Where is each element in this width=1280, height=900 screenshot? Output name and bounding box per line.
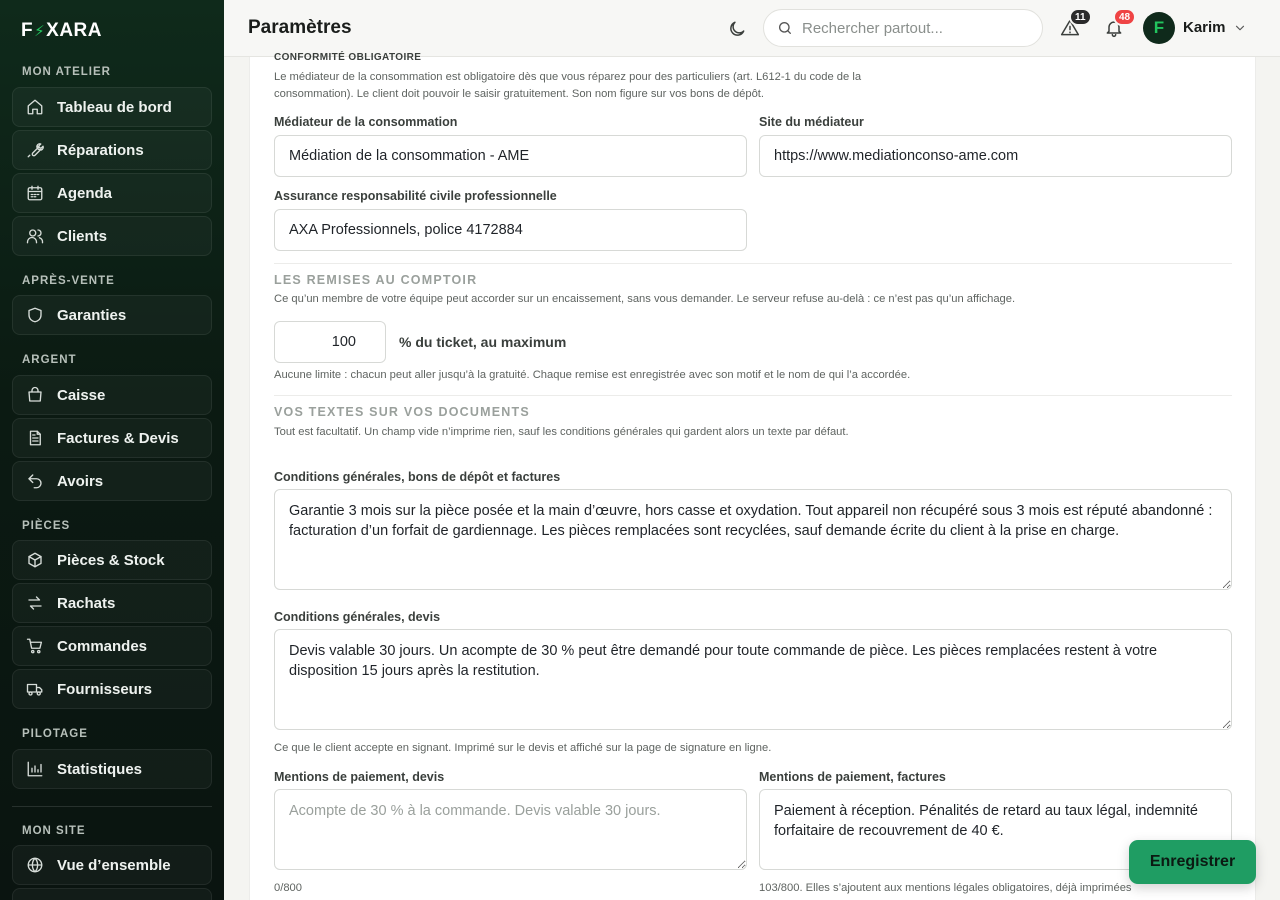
cg-quotes-label: Conditions générales, devis	[274, 610, 441, 624]
section-title-pilotage: PILOTAGE	[22, 728, 88, 740]
sidebar-item-label: Factures & Devis	[57, 429, 179, 447]
sidebar-item-label: Garanties	[57, 306, 127, 324]
truck-icon	[26, 680, 44, 698]
section-divider	[274, 263, 1232, 264]
mediator-input[interactable]	[274, 135, 747, 177]
payment-invoices-count: 103/800. Elles s’ajoutent aux mentions légales obligatoires, déjà imprimées	[759, 882, 1132, 894]
chevron-down-icon	[1233, 21, 1247, 35]
discounts-description: Ce qu’un membre de votre équipe peut accorder sur un encaissement, sans vous demander. Le serveur refuse au-delà : ce n’est pas qu’un affichage.	[274, 293, 1016, 305]
sidebar-item-agenda[interactable]	[12, 173, 212, 213]
box-icon	[26, 551, 44, 569]
settings-card	[249, 52, 1256, 900]
avatar[interactable]: F	[1143, 12, 1175, 44]
compliance-intro-line-2: consommation). Le client doit pouvoir le saisir gratuitement. Son nom figure sur vos bons de dépôt.	[274, 88, 765, 100]
section-title-mon-site: MON SITE	[22, 825, 86, 837]
section-divider	[274, 395, 1232, 396]
compliance-intro-line-1: Le médiateur de la consommation est obligatoire dès que vous réparez pour des particuliers (art. L612-1 du code de la	[274, 71, 862, 83]
brand-logo[interactable]	[21, 20, 102, 42]
document-icon	[26, 429, 44, 447]
sidebar-item-clients[interactable]	[12, 216, 212, 256]
documents-description: Tout est facultatif. Un champ vide n’imprime rien, sauf les conditions générales qui gardent alors un texte par défaut.	[274, 426, 849, 438]
swap-icon	[26, 594, 44, 612]
sidebar-item-caisse[interactable]	[12, 375, 212, 415]
sidebar-item-label: Avoirs	[57, 472, 104, 490]
payment-quotes-textarea[interactable]	[274, 789, 747, 870]
bolt-icon: ⚡	[34, 23, 46, 40]
moon-icon	[727, 19, 747, 39]
insurance-input[interactable]	[274, 209, 747, 251]
sidebar-item-reparations[interactable]	[12, 130, 212, 170]
notifications-count-badge: 48	[1113, 8, 1136, 26]
logo-letter: F	[21, 20, 34, 41]
user-menu-toggle[interactable]	[1233, 21, 1247, 40]
payment-quotes-label: Mentions de paiement, devis	[274, 770, 445, 784]
sidebar-item-label: Fournisseurs	[57, 680, 153, 698]
sidebar-item-next[interactable]	[12, 888, 212, 900]
save-button[interactable]: Enregistrer	[1129, 840, 1256, 884]
user-name[interactable]: Karim	[1183, 19, 1226, 36]
alerts-count-badge: 11	[1069, 8, 1092, 26]
sidebar-item-commandes[interactable]	[12, 626, 212, 666]
topbar	[224, 0, 1280, 57]
sidebar-item-fournisseurs[interactable]	[12, 669, 212, 709]
sidebar	[0, 0, 224, 900]
chart-icon	[26, 760, 44, 778]
undo-icon	[26, 472, 44, 490]
sidebar-item-label: Tableau de bord	[57, 98, 172, 116]
sidebar-item-label: Agenda	[57, 184, 113, 202]
sidebar-item-label: Commandes	[57, 637, 148, 655]
sidebar-item-label: Statistiques	[57, 760, 143, 778]
sidebar-item-label: Rachats	[57, 594, 116, 612]
payment-quotes-count: 0/800	[274, 882, 302, 894]
calendar-icon	[26, 184, 44, 202]
insurance-label: Assurance responsabilité civile professionnelle	[274, 189, 557, 203]
logo-text: XARA	[46, 20, 102, 41]
documents-heading: VOS TEXTES SUR VOS DOCUMENTS	[274, 405, 530, 419]
mediator-label: Médiateur de la consommation	[274, 115, 458, 129]
cg-quotes-textarea[interactable]	[274, 629, 1232, 730]
sidebar-item-rachats[interactable]	[12, 583, 212, 623]
compliance-heading: CONFORMITÉ OBLIGATOIRE	[274, 52, 422, 63]
discounts-heading: LES REMISES AU COMPTOIR	[274, 273, 478, 287]
sidebar-item-vue-ensemble[interactable]	[12, 845, 212, 885]
section-title-pieces: PIÈCES	[22, 520, 71, 532]
cg-invoices-label: Conditions générales, bons de dépôt et factures	[274, 470, 561, 484]
sidebar-item-garanties[interactable]	[12, 295, 212, 335]
cg-quotes-help: Ce que le client accepte en signant. Imprimé sur le devis et affiché sur la page de signature en ligne.	[274, 742, 772, 754]
mediator-site-label: Site du médiateur	[759, 115, 864, 129]
sidebar-item-label: Vue d’ensemble	[57, 856, 171, 874]
discount-max-suffix: % du ticket, au maximum	[399, 334, 567, 350]
payment-invoices-label: Mentions de paiement, factures	[759, 770, 946, 784]
page-title: Paramètres	[248, 17, 352, 38]
sidebar-item-label: Caisse	[57, 386, 106, 404]
sidebar-item-label: Clients	[57, 227, 108, 245]
wrench-icon	[26, 141, 44, 159]
sidebar-item-factures-devis[interactable]	[12, 418, 212, 458]
sidebar-item-tableau-de-bord[interactable]	[12, 87, 212, 127]
cart-icon	[26, 637, 44, 655]
section-title-mon-atelier: MON ATELIER	[22, 66, 111, 78]
sidebar-item-label: Réparations	[57, 141, 144, 159]
sidebar-divider	[12, 806, 212, 807]
cg-invoices-textarea[interactable]	[274, 489, 1232, 590]
search-input[interactable]	[802, 20, 1022, 37]
mediator-site-input[interactable]	[759, 135, 1232, 177]
globe-icon	[26, 856, 44, 874]
theme-toggle-button[interactable]	[726, 18, 748, 40]
sidebar-item-pieces-stock[interactable]	[12, 540, 212, 580]
section-title-argent: ARGENT	[22, 354, 77, 366]
discount-max-input[interactable]	[274, 321, 386, 363]
discounts-note: Aucune limite : chacun peut aller jusqu’à la gratuité. Chaque remise est enregistrée avec son motif et le nom de qui l’a accordée.	[274, 369, 911, 381]
section-title-apres-vente: APRÈS-VENTE	[22, 275, 115, 287]
users-icon	[26, 227, 44, 245]
sidebar-item-avoirs[interactable]	[12, 461, 212, 501]
global-search[interactable]	[763, 9, 1043, 47]
register-icon	[26, 386, 44, 404]
sidebar-item-label: Pièces & Stock	[57, 551, 165, 569]
sidebar-item-statistiques[interactable]	[12, 749, 212, 789]
home-icon	[26, 98, 44, 116]
search-icon	[777, 20, 793, 36]
shield-icon	[26, 306, 44, 324]
